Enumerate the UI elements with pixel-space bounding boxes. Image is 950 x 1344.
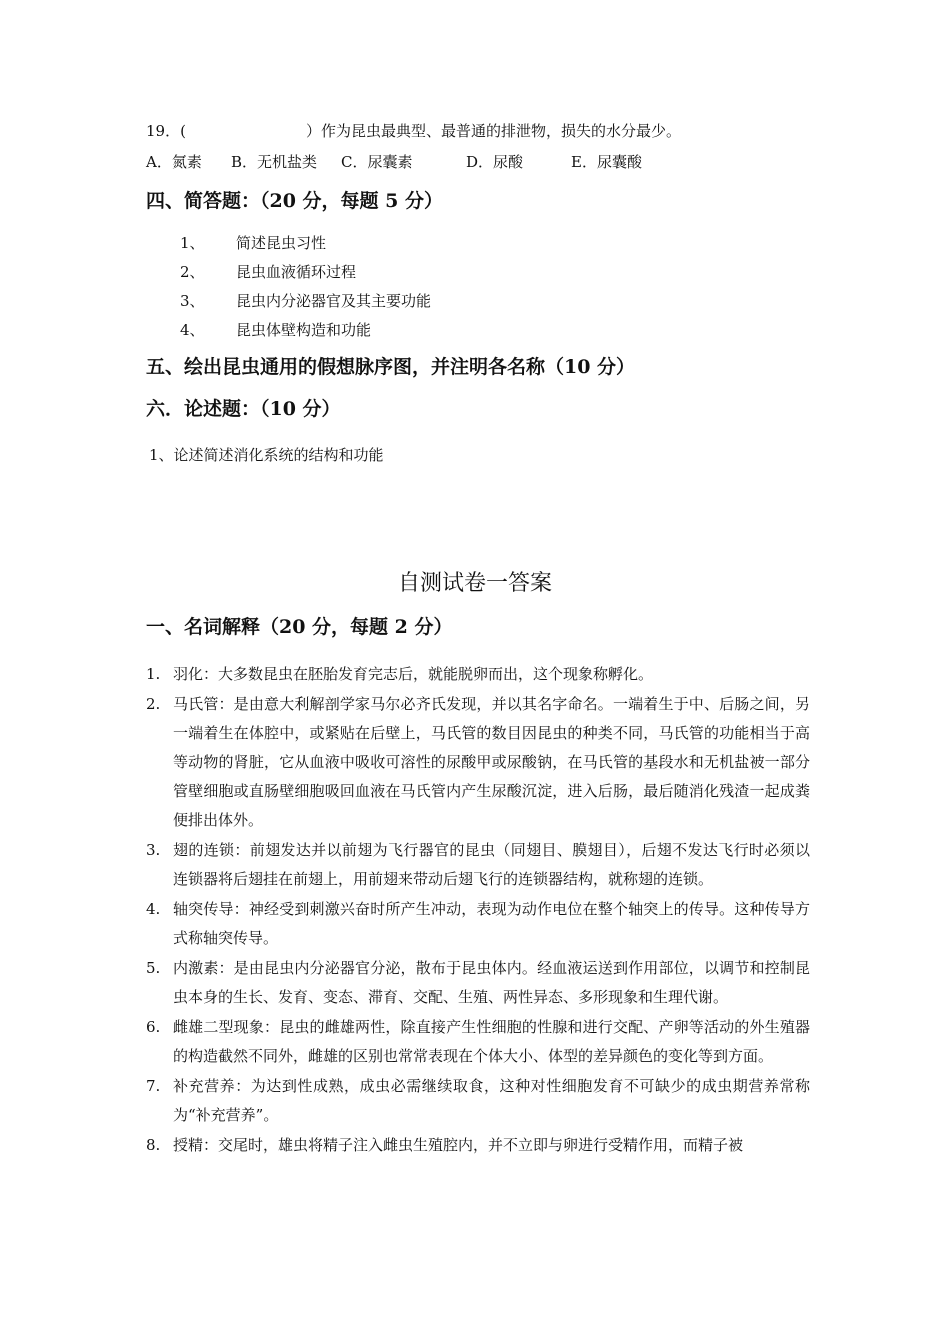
option-e: E．尿囊酸 bbox=[571, 153, 642, 171]
definition-text: 翅的连锁：前翅发达并以前翅为飞行器官的昆虫（同翅目、膜翅目），后翅不发达飞行时必须以连锁器将后翅挂在前翅上，用前翅来带动后翅飞行的连锁器结构，就称翅的连锁。 bbox=[173, 841, 810, 888]
section-4-heading: 四、简答题：（20 分，每题 5 分） bbox=[146, 190, 444, 212]
short-answer-list bbox=[180, 232, 431, 348]
definition-text: 轴突传导：神经受到刺激兴奋时所产生冲动，表现为动作电位在整个轴突上的传导。这种传导方式称轴突传导。 bbox=[173, 900, 810, 947]
item-number: 2. bbox=[146, 695, 161, 713]
option-b: B．无机盐类 bbox=[231, 153, 318, 171]
item-number: 3、 bbox=[180, 292, 205, 310]
section-6-heading: 六．论述题：（10 分） bbox=[146, 398, 341, 420]
definition-text: 马氏管：是由意大利解剖学家马尔必齐氏发现，并以其名字命名。一端着生于中、后肠之间，另一端着生在体腔中，或紧贴在后壁上，马氏管的数目因昆虫的种类不同，马氏管的功能相当于高等动物的肾脏，它从血液中吸收可溶性的尿酸甲或尿酸钠，在马氏管的基段水和无机盐被一部分管壁细胞或直肠壁细胞吸回血液在马氏管内产生尿酸沉淀，进入后肠，最后随消化残渣一起成粪便排出体外。 bbox=[173, 695, 810, 829]
item-number: 4、 bbox=[180, 321, 205, 339]
item-number: 4. bbox=[146, 900, 161, 918]
question-19-text: ）作为昆虫最典型、最普通的排泄物，损失的水分最少。 bbox=[305, 122, 681, 140]
question-19-options bbox=[146, 151, 642, 172]
definition-item bbox=[146, 1072, 810, 1130]
question-19-prefix: 19．( bbox=[146, 122, 186, 140]
option-d: D．尿酸 bbox=[466, 153, 524, 171]
definition-text: 雌雄二型现象：昆虫的雌雄两性，除直接产生性细胞的性腺和进行交配、产卵等活动的外生殖器的构造截然不同外，雌雄的区别也常常表现在个体大小、体型的差异颜色的变化等到方面。 bbox=[173, 1018, 810, 1065]
item-number: 3. bbox=[146, 841, 161, 859]
item-number: 1、 bbox=[180, 234, 205, 252]
answer-title: 自测试卷一答案 bbox=[397, 571, 552, 596]
essay-question: 1、论述简述消化系统的结构和功能 bbox=[149, 446, 384, 464]
item-number: 1. bbox=[146, 665, 161, 683]
definition-list bbox=[146, 660, 810, 1161]
item-text: 昆虫内分泌器官及其主要功能 bbox=[236, 292, 432, 310]
list-item bbox=[180, 290, 431, 319]
option-a: A．氮素 bbox=[146, 153, 202, 171]
definition-item bbox=[146, 660, 810, 689]
definition-text: 内激素：是由昆虫内分泌器官分泌，散布于昆虫体内。经血液运送到作用部位，以调节和控制昆虫本身的生长、发育、变态、滞育、交配、生殖、两性异态、多形现象和生理代谢。 bbox=[173, 959, 810, 1006]
item-number: 8. bbox=[146, 1136, 161, 1154]
item-number: 5. bbox=[146, 959, 161, 977]
definition-item bbox=[146, 836, 810, 894]
definition-item bbox=[146, 895, 810, 953]
definition-item bbox=[146, 954, 810, 1012]
option-c: C．尿囊素 bbox=[341, 153, 413, 171]
item-text: 简述昆虫习性 bbox=[236, 234, 327, 252]
definition-item bbox=[146, 1131, 810, 1160]
section-5-heading: 五、绘出昆虫通用的假想脉序图，并注明各名称（10 分） bbox=[146, 356, 636, 378]
item-number: 6. bbox=[146, 1018, 161, 1036]
item-text: 昆虫体壁构造和功能 bbox=[236, 321, 372, 339]
list-item bbox=[180, 261, 431, 290]
item-text: 昆虫血液循环过程 bbox=[236, 263, 357, 281]
answer-section-1-heading: 一、名词解释（20 分，每题 2 分） bbox=[146, 616, 453, 638]
definition-text: 羽化：大多数昆虫在胚胎发育完志后，就能脱卵而出，这个现象称孵化。 bbox=[173, 665, 654, 683]
definition-text: 补充营养：为达到性成熟，成虫必需继续取食，这种对性细胞发育不可缺少的成虫期营养常称为“补充营养”。 bbox=[173, 1077, 810, 1124]
definition-item bbox=[146, 1013, 810, 1071]
list-item bbox=[180, 232, 431, 261]
definition-item bbox=[146, 690, 810, 835]
question-19 bbox=[146, 120, 681, 141]
list-item bbox=[180, 319, 431, 348]
item-number: 2、 bbox=[180, 263, 205, 281]
definition-text: 授精：交尾时，雄虫将精子注入雌虫生殖腔内，并不立即与卵进行受精作用，而精子被 bbox=[173, 1136, 744, 1154]
item-number: 7. bbox=[146, 1077, 161, 1095]
